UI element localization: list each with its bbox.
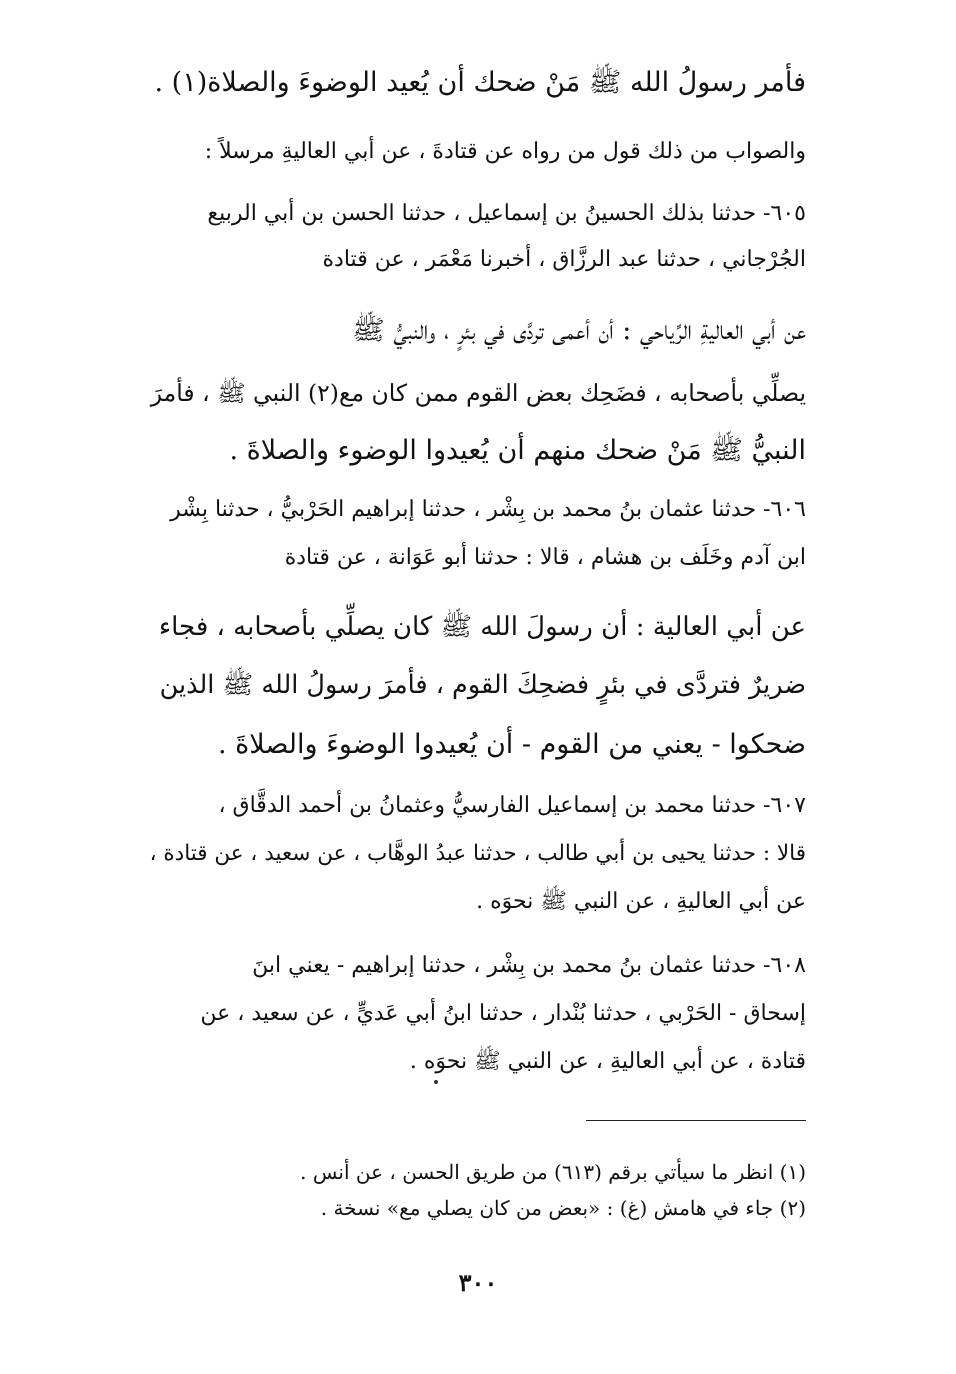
text-line: قالا : حدثنا يحيى بن أبي طالب ، حدثنا عبدُ الوهَّاب ، عن سعيد ، عن قتادة ، — [149, 841, 806, 866]
hadith-608-line: ٦٠٨- حدثنا عثمان بنُ محمد بن بِشْر ، حدثنا إبراهيم - يعني ابنَ — [252, 953, 806, 978]
hadith-605-line: ٦٠٥- حدثنا بذلك الحسينُ بن إسماعيل ، حدثنا الحسن بن أبي الربيع — [207, 201, 806, 226]
text-line: النبيُّ ﷺ مَنْ ضحك منهم أن يُعيدوا الوضوء والصلاةَ . — [229, 435, 806, 466]
text-line: عن أبي العاليةِ ، عن النبي ﷺ نحوَه . — [476, 889, 806, 914]
text-line: ضريرٌ فتردَّى في بئرٍ فضحِكَ القوم ، فأمرَ رسولُ الله ﷺ الذين — [159, 670, 806, 700]
text-line: ابن آدم وخَلَف بن هشام ، قالا : حدثنا أبو عَوَانة ، عن قتادة — [284, 545, 806, 570]
footnote-1: (١) انظر ما سيأتي برقم (٦١٣) من طريق الحسن ، عن أنس . — [300, 1160, 806, 1184]
text-line: يصلِّي بأصحابه ، فضَحِك بعض القوم ممن كان مع(٢) النبي ﷺ ، فأمرَ — [150, 379, 806, 407]
text-line: الجُرْجاني ، حدثنا عبد الرزَّاق ، أخبرنا مَعْمَر ، عن قتادة — [322, 247, 806, 272]
text-line: قتادة ، عن أبي العاليةِ ، عن النبي ﷺ نحوَه . — [409, 1049, 806, 1074]
text-line: عن أبي العاليةِ الرِّياحي : أن أعمى تردَّى في بئرٍ ، والنبيُّ ﷺ — [352, 315, 806, 346]
hadith-607-line: ٦٠٧- حدثنا محمد بن إسماعيل الفارسيُّ وعثمانُ بن أحمد الدقَّاق ، — [218, 793, 806, 818]
footnote-separator — [586, 1120, 806, 1121]
stray-dot — [434, 1080, 438, 1084]
text-line: إسحاق - الحَرْبي ، حدثنا بُنْدار ، حدثنا ابنُ أبي عَديٍّ ، عن سعيد ، عن — [200, 1001, 806, 1026]
hadith-606-line: ٦٠٦- حدثنا عثمان بنُ محمد بن بِشْر ، حدثنا إبراهيم الحَرْبيُّ ، حدثنا بِشْر — [170, 497, 806, 522]
page-number: ٣٠٠ — [458, 1268, 498, 1297]
text-line: فأمر رسولُ الله ﷺ مَنْ ضحك أن يُعيد الوضوءَ والصلاة(١) . — [154, 67, 806, 98]
text-line: ضحكوا - يعني من القوم - أن يُعيدوا الوضوءَ والصلاةَ . — [217, 729, 806, 760]
text-line: والصواب من ذلك قول من رواه عن قتادةَ ، عن أبي العاليةِ مرسلاً : — [204, 139, 806, 164]
footnote-2: (٢) جاء في هامش (غ) : «بعض من كان يصلي مع» نسخة . — [320, 1196, 806, 1220]
text-line: عن أبي العالية : أن رسولَ الله ﷺ كان يصلِّي بأصحابه ، فجاء — [158, 612, 806, 642]
